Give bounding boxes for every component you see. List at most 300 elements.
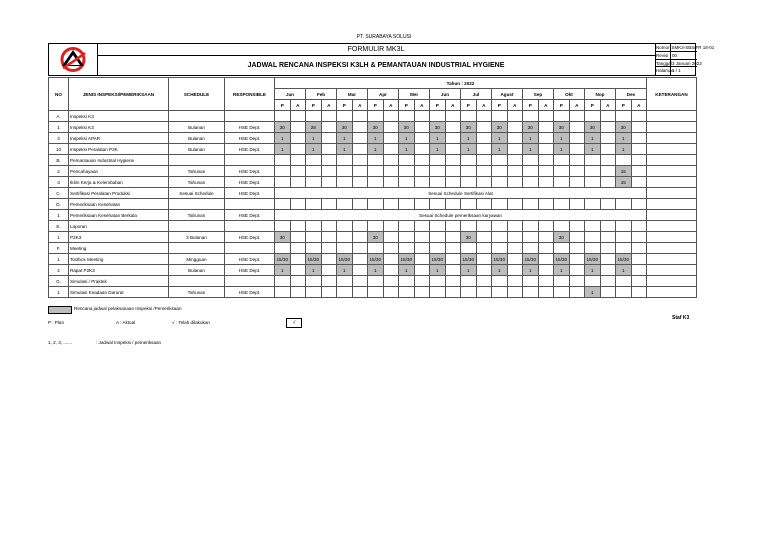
schedule-cell	[169, 155, 225, 166]
month-cell	[631, 243, 647, 254]
month-cell	[352, 276, 368, 287]
col-plan: P	[461, 100, 477, 111]
month-cell	[352, 111, 368, 122]
month-cell	[321, 155, 337, 166]
col-actual: A	[569, 100, 585, 111]
actual-cell	[321, 265, 337, 276]
month-cell	[306, 111, 322, 122]
plan-cell: 15/30	[337, 254, 353, 265]
month-cell	[492, 199, 508, 210]
responsible-cell: HSE Dept.	[225, 210, 275, 221]
actual-cell	[414, 232, 430, 243]
col-year: Tahun : 2022	[275, 78, 647, 89]
col-actual: A	[352, 100, 368, 111]
form-header	[48, 43, 715, 76]
month-cell	[507, 111, 523, 122]
col-no: NO	[49, 78, 69, 111]
plan-cell: 1	[368, 133, 384, 144]
row-label: Pemeriksaan Kesehatan Berkala	[69, 210, 169, 221]
actual-cell	[383, 133, 399, 144]
month-cell	[399, 221, 415, 232]
actual-cell	[507, 254, 523, 265]
month-feb: Feb	[306, 89, 337, 100]
month-cell	[290, 111, 306, 122]
keterangan-cell	[647, 287, 697, 298]
month-cell	[337, 199, 353, 210]
actual-cell	[321, 166, 337, 177]
responsible-cell: HSE Dept.	[225, 133, 275, 144]
month-mar: Mar	[337, 89, 368, 100]
actual-cell	[476, 133, 492, 144]
schedule-cell: Bulanan	[169, 144, 225, 155]
actual-cell	[507, 232, 523, 243]
actual-cell	[352, 287, 368, 298]
month-cell	[368, 111, 384, 122]
month-cell	[476, 243, 492, 254]
plan-cell: 15/30	[523, 254, 539, 265]
row-number: 10	[49, 144, 69, 155]
actual-cell	[414, 254, 430, 265]
month-cell	[461, 243, 477, 254]
schedule-cell: Bulanan	[169, 133, 225, 144]
month-cell	[569, 199, 585, 210]
month-cell	[337, 276, 353, 287]
month-cell	[538, 199, 554, 210]
table-row	[49, 199, 697, 210]
plan-cell	[368, 177, 384, 188]
actual-cell	[507, 287, 523, 298]
month-cell	[275, 199, 291, 210]
plan-cell: 1	[585, 144, 601, 155]
month-cell	[461, 199, 477, 210]
legend-check: √ : Telah dilakukan	[172, 320, 210, 325]
company-logo	[49, 44, 98, 75]
plan-cell: 1	[523, 133, 539, 144]
plan-cell	[430, 166, 446, 177]
col-actual: A	[445, 100, 461, 111]
month-des: Des	[616, 89, 647, 100]
actual-cell	[290, 122, 306, 133]
row-label: Laporan	[69, 221, 169, 232]
actual-cell	[445, 232, 461, 243]
actual-cell	[569, 177, 585, 188]
month-cell	[430, 111, 446, 122]
month-cell	[600, 221, 616, 232]
month-jan: Jan	[275, 89, 306, 100]
month-cell	[352, 243, 368, 254]
schedule-cell: 3 Bulanan	[169, 232, 225, 243]
month-cell	[383, 221, 399, 232]
actual-cell	[507, 122, 523, 133]
actual-cell	[631, 287, 647, 298]
legend-box-text: Rencana jadwal pelaksanaan Inspeksi /Pemeriksaan	[74, 306, 182, 311]
table-row	[49, 177, 697, 188]
month-cell	[290, 199, 306, 210]
logo-icon	[49, 44, 97, 75]
col-actual: A	[631, 100, 647, 111]
month-cell	[430, 155, 446, 166]
row-label: Pencahayaan	[69, 166, 169, 177]
actual-cell	[507, 144, 523, 155]
month-cell	[414, 199, 430, 210]
plan-cell: 1	[585, 133, 601, 144]
plan-cell	[492, 177, 508, 188]
month-cell	[368, 221, 384, 232]
actual-cell	[476, 122, 492, 133]
plan-cell: 15/30	[430, 254, 446, 265]
month-cell	[631, 199, 647, 210]
actual-cell	[538, 144, 554, 155]
row-number: G.	[49, 276, 69, 287]
plan-cell: 30	[554, 122, 570, 133]
plan-cell	[275, 177, 291, 188]
actual-cell	[569, 144, 585, 155]
actual-cell	[569, 287, 585, 298]
plan-cell	[275, 287, 291, 298]
plan-cell: 15/30	[306, 254, 322, 265]
actual-cell	[476, 166, 492, 177]
month-cell	[399, 276, 415, 287]
actual-cell	[476, 232, 492, 243]
row-label: Toolbox Meeting	[69, 254, 169, 265]
plan-cell: 1	[399, 265, 415, 276]
signature-label: Staf K3	[672, 315, 690, 321]
plan-cell	[523, 166, 539, 177]
month-cell	[616, 155, 632, 166]
plan-cell	[554, 177, 570, 188]
plan-cell	[430, 177, 446, 188]
month-cell	[445, 221, 461, 232]
month-cell	[554, 276, 570, 287]
row-number: 3	[49, 133, 69, 144]
meta-value: 00	[672, 52, 678, 58]
actual-cell	[476, 265, 492, 276]
table-row	[49, 166, 697, 177]
table-row	[49, 243, 697, 254]
row-number: E.	[49, 221, 69, 232]
actual-cell	[631, 166, 647, 177]
month-cell	[538, 221, 554, 232]
actual-cell	[631, 177, 647, 188]
schedule-cell: Mingguan	[169, 254, 225, 265]
actual-cell	[538, 287, 554, 298]
month-cell	[383, 155, 399, 166]
actual-cell	[538, 122, 554, 133]
plan-cell	[306, 166, 322, 177]
plan-cell: 1	[616, 265, 632, 276]
month-cell	[538, 276, 554, 287]
actual-cell	[414, 265, 430, 276]
month-cell	[399, 243, 415, 254]
actual-cell	[600, 133, 616, 144]
keterangan-cell	[647, 177, 697, 188]
responsible-cell	[225, 111, 275, 122]
actual-cell	[445, 122, 461, 133]
actual-cell	[631, 122, 647, 133]
month-cell	[554, 111, 570, 122]
month-cell	[523, 276, 539, 287]
month-cell	[368, 199, 384, 210]
actual-cell	[445, 177, 461, 188]
plan-cell: 30	[430, 122, 446, 133]
actual-cell	[414, 122, 430, 133]
table-row	[49, 133, 697, 144]
row-label: Simulasi / Praktek	[69, 276, 169, 287]
month-cell	[352, 199, 368, 210]
plan-cell	[399, 166, 415, 177]
actual-cell	[383, 254, 399, 265]
actual-cell	[538, 133, 554, 144]
plan-cell: 1	[492, 144, 508, 155]
actual-cell	[476, 287, 492, 298]
actual-cell	[352, 133, 368, 144]
table-row	[49, 144, 697, 155]
month-cell	[569, 111, 585, 122]
plan-cell: 30	[399, 122, 415, 133]
keterangan-cell	[647, 210, 697, 221]
month-cell	[585, 111, 601, 122]
schedule-cell: Bulanan	[169, 122, 225, 133]
actual-cell	[569, 265, 585, 276]
plan-cell	[337, 166, 353, 177]
responsible-cell	[225, 221, 275, 232]
keterangan-cell	[647, 243, 697, 254]
col-plan: P	[616, 100, 632, 111]
plan-cell	[368, 287, 384, 298]
actual-cell	[383, 166, 399, 177]
month-cell	[492, 243, 508, 254]
plan-cell	[585, 166, 601, 177]
actual-cell	[414, 166, 430, 177]
col-schedule: SCHEDULE	[169, 78, 225, 111]
legend-numbers: 1, 2, 3, .......	[48, 340, 73, 345]
actual-cell	[352, 166, 368, 177]
month-cell	[616, 111, 632, 122]
plan-cell	[492, 232, 508, 243]
responsible-cell	[225, 155, 275, 166]
month-jun: Jun	[430, 89, 461, 100]
month-cell	[383, 199, 399, 210]
month-cell	[600, 199, 616, 210]
month-cell	[275, 111, 291, 122]
responsible-cell: HSE Dept.	[225, 188, 275, 199]
plan-cell: 15/30	[616, 254, 632, 265]
month-cell	[631, 276, 647, 287]
schedule-cell: Tahunan	[169, 210, 225, 221]
plan-cell: 1	[430, 144, 446, 155]
col-actual: A	[383, 100, 399, 111]
document-meta	[655, 44, 715, 75]
plan-cell: 30	[461, 232, 477, 243]
month-cell	[414, 243, 430, 254]
actual-cell	[290, 133, 306, 144]
month-mei: Mei	[399, 89, 430, 100]
plan-cell: 30	[275, 232, 291, 243]
month-cell	[290, 221, 306, 232]
month-cell	[321, 221, 337, 232]
keterangan-cell	[647, 111, 697, 122]
col-actual: A	[476, 100, 492, 111]
col-plan: P	[492, 100, 508, 111]
table-row	[49, 221, 697, 232]
plan-cell: 1	[275, 133, 291, 144]
month-cell	[600, 276, 616, 287]
plan-cell: 1	[337, 144, 353, 155]
row-number: 1	[49, 210, 69, 221]
table-row	[49, 188, 697, 199]
responsible-cell: HSE Dept.	[225, 265, 275, 276]
month-cell	[368, 155, 384, 166]
month-cell	[523, 221, 539, 232]
month-cell	[430, 276, 446, 287]
month-cell	[585, 243, 601, 254]
plan-cell: 1	[337, 265, 353, 276]
plan-cell: 1	[554, 133, 570, 144]
month-cell	[538, 243, 554, 254]
row-number: 1	[49, 287, 69, 298]
actual-cell	[321, 144, 337, 155]
actual-cell	[538, 166, 554, 177]
plan-cell: 1	[585, 287, 601, 298]
month-agust: Agust	[492, 89, 523, 100]
keterangan-cell	[647, 199, 697, 210]
actual-cell	[383, 177, 399, 188]
row-label: Inspeksi APAR	[69, 133, 169, 144]
col-actual: A	[600, 100, 616, 111]
meta-value: 1 / 1	[672, 68, 681, 74]
row-number: C.	[49, 188, 69, 199]
schedule-cell: Tahunan	[169, 177, 225, 188]
actual-cell	[476, 254, 492, 265]
actual-cell	[476, 177, 492, 188]
month-cell	[445, 111, 461, 122]
actual-cell	[538, 232, 554, 243]
month-cell	[569, 276, 585, 287]
keterangan-cell	[647, 265, 697, 276]
month-cell	[600, 111, 616, 122]
actual-cell	[352, 254, 368, 265]
row-label: P2K3	[69, 232, 169, 243]
actual-cell	[631, 133, 647, 144]
month-cell	[321, 276, 337, 287]
schedule-cell: Sesuai Schedule	[169, 188, 225, 199]
plan-cell	[275, 166, 291, 177]
month-cell	[321, 243, 337, 254]
month-apr: Apr	[368, 89, 399, 100]
actual-cell	[600, 254, 616, 265]
month-cell	[430, 243, 446, 254]
month-cell	[492, 221, 508, 232]
month-cell	[507, 243, 523, 254]
month-cell	[383, 243, 399, 254]
plan-cell	[523, 287, 539, 298]
plan-cell: 1	[616, 144, 632, 155]
month-cell	[631, 111, 647, 122]
header-titles	[97, 44, 656, 75]
plan-cell	[430, 232, 446, 243]
month-sep: Sep	[523, 89, 554, 100]
plan-cell: 1	[306, 265, 322, 276]
month-cell	[321, 199, 337, 210]
actual-cell	[631, 232, 647, 243]
month-cell	[290, 276, 306, 287]
meta-row	[655, 67, 697, 75]
plan-cell: 15/30	[585, 254, 601, 265]
month-cell	[616, 221, 632, 232]
plan-cell	[368, 166, 384, 177]
month-cell	[399, 199, 415, 210]
col-responsible: RESPONSIBLE	[225, 78, 275, 111]
plan-cell	[306, 177, 322, 188]
month-cell	[337, 111, 353, 122]
plan-cell: 1	[585, 265, 601, 276]
plan-cell: 30	[368, 232, 384, 243]
document-title: JADWAL RENCANA INSPEKSI K3LH & PEMANTAUAN INDUSTRIAL HYGIENE	[247, 62, 505, 69]
col-plan: P	[523, 100, 539, 111]
legend-plan: P : Plan	[48, 320, 65, 325]
month-cell	[616, 243, 632, 254]
col-actual: A	[414, 100, 430, 111]
responsible-cell: HSE Dept.	[225, 122, 275, 133]
month-cell	[554, 199, 570, 210]
month-cell	[290, 155, 306, 166]
col-actual: A	[538, 100, 554, 111]
month-cell	[461, 221, 477, 232]
keterangan-cell	[647, 122, 697, 133]
month-cell	[476, 155, 492, 166]
row-number: 2	[49, 166, 69, 177]
month-cell	[507, 155, 523, 166]
row-number: A.	[49, 111, 69, 122]
plan-cell: 1	[554, 265, 570, 276]
schedule-cell: Tahunan	[169, 166, 225, 177]
actual-cell	[352, 122, 368, 133]
plan-cell: 1	[306, 144, 322, 155]
month-cell	[600, 155, 616, 166]
plan-cell	[616, 287, 632, 298]
row-number: B.	[49, 155, 69, 166]
keterangan-cell	[647, 155, 697, 166]
plan-cell: 15/30	[554, 254, 570, 265]
span-note: Sesuai Schedule pemeriksaan karyawan	[275, 210, 647, 221]
keterangan-cell	[647, 276, 697, 287]
col-plan: P	[368, 100, 384, 111]
month-cell	[492, 155, 508, 166]
table-row	[49, 265, 697, 276]
plan-cell: 30	[461, 122, 477, 133]
actual-cell	[321, 232, 337, 243]
month-cell	[306, 199, 322, 210]
plan-cell: 30	[492, 122, 508, 133]
month-cell	[523, 199, 539, 210]
actual-cell	[290, 265, 306, 276]
plan-cell: 15/30	[492, 254, 508, 265]
plan-cell	[430, 287, 446, 298]
month-cell	[507, 221, 523, 232]
plan-cell: 30	[616, 122, 632, 133]
actual-cell	[321, 133, 337, 144]
plan-cell	[616, 232, 632, 243]
plan-cell: 1	[461, 133, 477, 144]
month-cell	[275, 243, 291, 254]
responsible-cell	[225, 199, 275, 210]
actual-cell	[352, 232, 368, 243]
month-cell	[352, 155, 368, 166]
schedule-cell	[169, 199, 225, 210]
plan-cell	[306, 287, 322, 298]
month-cell	[445, 276, 461, 287]
col-plan: P	[275, 100, 291, 111]
